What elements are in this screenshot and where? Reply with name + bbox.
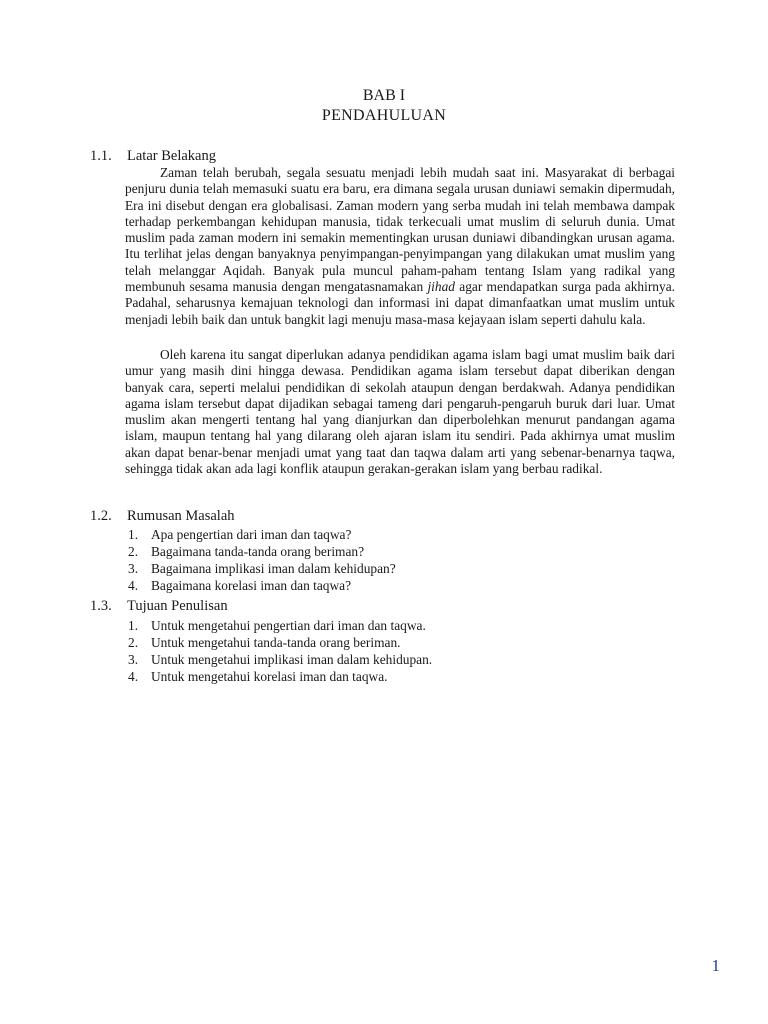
paragraph-latar-1 <box>125 165 675 328</box>
list-number: 4. <box>128 669 139 684</box>
chapter-number: BAB I <box>362 87 406 104</box>
list-number: 2. <box>128 544 139 559</box>
list-number: 3. <box>128 652 139 667</box>
list-item <box>128 651 668 668</box>
section-title: Tujuan Penulisan <box>127 598 228 614</box>
italic-term: jihad <box>427 279 455 295</box>
list-text: Bagaimana implikasi iman dalam kehidupan? <box>151 561 396 576</box>
list-text: Untuk mengetahui implikasi iman dalam kehidupan. <box>151 652 433 667</box>
paragraph-text: agar mendapatkan surga pada akhirnya. Padahal, seharusnya kemajuan teknologi dan informasi ini dapat dimanfaatkan umat muslim untuk menjadi lebih baik dan untuk bangkit lagi menuju masa-masa kejayaan islam seperti dahulu kala. <box>125 279 675 327</box>
list-number: 3. <box>128 561 139 576</box>
paragraph-text: Zaman telah berubah, segala sesuatu menjadi lebih mudah saat ini. Masyarakat di berbagai penjuru dunia telah memasuki suatu era baru, era dimana segala urusan duniawi semakin dipermudah, Era ini disebut dengan era globalisasi. Zaman modern yang serba mudah ini telah membawa dampak terhadap perkembangan kehidupan manusia, tidak terkecuali umat muslim di seluruh dunia. Umat muslim pada zaman modern ini semakin mementingkan urusan duniawi dibandingkan urusan agama. Itu terlihat jelas dengan banyaknya penyimpangan-penyimpangan yang dilakukan umat muslim yang telah melanggar Aqidah. Banyak pula muncul paham-paham tentang Islam yang radikal yang membunuh sesama manusia dengan mengatasnamakan <box>125 165 675 295</box>
list-number: 4. <box>128 578 139 593</box>
list-text: Untuk mengetahui korelasi iman dan taqwa. <box>151 669 388 684</box>
list-text: Apa pengertian dari iman dan taqwa? <box>151 527 352 542</box>
list-item <box>128 577 668 594</box>
section-number: 1.1. <box>90 148 112 164</box>
rumusan-list <box>128 526 668 594</box>
section-title: Latar Belakang <box>127 148 216 164</box>
list-item <box>128 634 668 651</box>
list-text: Bagaimana korelasi iman dan taqwa? <box>151 578 352 593</box>
list-text: Untuk mengetahui tanda-tanda orang beriman. <box>151 635 401 650</box>
list-text: Untuk mengetahui pengertian dari iman dan taqwa. <box>151 618 426 633</box>
list-item <box>128 526 668 543</box>
list-item <box>128 668 668 685</box>
list-text: Bagaimana tanda-tanda orang beriman? <box>151 544 365 559</box>
section-number: 1.2. <box>90 508 112 524</box>
list-number: 1. <box>128 618 139 633</box>
list-item <box>128 543 668 560</box>
section-number: 1.3. <box>90 598 112 614</box>
list-item <box>128 560 668 577</box>
chapter-title: PENDAHULUAN <box>321 107 447 124</box>
page-number: 1 <box>711 956 720 975</box>
list-number: 2. <box>128 635 139 650</box>
list-number: 1. <box>128 527 139 542</box>
section-title: Rumusan Masalah <box>127 508 235 524</box>
paragraph-latar-2: Oleh karena itu sangat diperlukan adanya pendidikan agama islam bagi umat muslim baik dari umur yang masih dini hingga dewasa. Pendidikan agama islam tersebut dapat diberikan dengan banyak cara, seperti melalui pendidikan di sekolah ataupun dengan berdakwah. Adanya pendidikan agama islam tersebut dapat dijadikan sebagai tameng dari pengaruh-pengaruh buruk dari luar. Umat muslim akan mengerti tentang hal yang dianjurkan dan diperbolehkan menurut pandangan agama islam, maupun tentang hal yang dilarang oleh ajaran islam itu sendiri. Pada akhirnya umat muslim akan dapat benar-benar menjadi umat yang taat dan taqwa dalam arti yang sebenar-benarnya taqwa, sehingga tidak akan ada lagi konflik ataupun gerakan-gerakan islam yang berbau radikal. <box>125 347 675 477</box>
tujuan-list <box>128 617 668 685</box>
list-item <box>128 617 668 634</box>
